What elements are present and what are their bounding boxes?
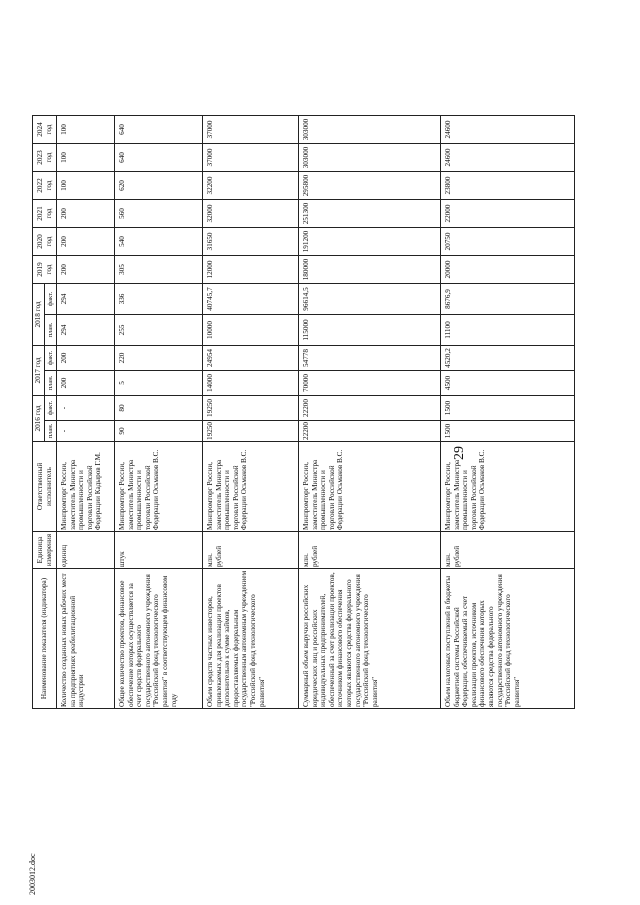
value-cell: 4520,2 bbox=[441, 346, 575, 371]
header-fact: факт. bbox=[45, 284, 57, 315]
value-cell: 37000 bbox=[203, 144, 299, 172]
value-cell: - bbox=[57, 396, 115, 421]
value-cell: 294 bbox=[57, 284, 115, 315]
header-year-2022: 2022 год bbox=[33, 172, 57, 200]
header-fact: факт. bbox=[45, 396, 57, 421]
table-row bbox=[115, 116, 203, 709]
value-cell: 11100 bbox=[441, 315, 575, 346]
value-cell: 200 bbox=[57, 200, 115, 228]
value-cell: 560 bbox=[115, 200, 203, 228]
value-cell: 90 bbox=[115, 421, 203, 442]
responsible-cell: Минпромторг России, заместитель Министра промышленности и торговли Российской Федерации Осьмаков В.С. bbox=[203, 442, 299, 532]
unit-cell: млн. рублей bbox=[203, 532, 299, 569]
table-row bbox=[203, 116, 299, 709]
table-body bbox=[57, 116, 575, 709]
value-cell: 70000 bbox=[299, 371, 441, 396]
header-year-2024: 2024 год bbox=[33, 116, 57, 144]
indicator-cell: Общее количество проектов, финансовое обеспечение которых осуществляется за счет средств федерального государственного автономного учреждения "Российский фонд технологического развития" в соответствующем финансовом году bbox=[115, 569, 203, 709]
header-fact: факт. bbox=[45, 346, 57, 371]
value-cell: 100 bbox=[57, 172, 115, 200]
value-cell: 19250 bbox=[203, 396, 299, 421]
value-cell: 295800 bbox=[299, 172, 441, 200]
header-year-2020: 2020 год bbox=[33, 228, 57, 256]
unit-cell: штук bbox=[115, 532, 203, 569]
value-cell: 20750 bbox=[441, 228, 575, 256]
header-plan: план. bbox=[45, 315, 57, 346]
table-row bbox=[57, 116, 115, 709]
indicator-cell: Объем средств частных инвесторов, привлекаемых для реализации проектов дополнительно к сумме займов, предоставляемых федеральным государственным автономным учреждением "Российский фонд технологического развития" bbox=[203, 569, 299, 709]
value-cell: 1500 bbox=[441, 396, 575, 421]
header-unit: Единица измерения bbox=[33, 532, 57, 569]
value-cell: 19250 bbox=[203, 421, 299, 442]
unit-cell: млн. рублей bbox=[299, 532, 441, 569]
value-cell: 24954 bbox=[203, 346, 299, 371]
value-cell: 540 bbox=[115, 228, 203, 256]
indicator-cell: Объем налоговых поступлений в бюджеты бюджетной системы Российской Федерации, обеспечиваемый за счет реализации проектов, источником финансового обеспечения которых являются средства федерального государственного автономного учреждения "Российский фонд технологического развития" bbox=[441, 569, 575, 709]
value-cell: 100 bbox=[57, 144, 115, 172]
value-cell: 1500 bbox=[441, 421, 575, 442]
indicator-cell: Количество созданных новых рабочих мест на предприятиях реабилитационной индустрии bbox=[57, 569, 115, 709]
header-year-2021: 2021 год bbox=[33, 200, 57, 228]
value-cell: 4500 bbox=[441, 371, 575, 396]
value-cell: 54778 bbox=[299, 346, 441, 371]
page-number: 29 bbox=[452, 446, 467, 460]
value-cell: 191200 bbox=[299, 228, 441, 256]
value-cell: 294 bbox=[57, 315, 115, 346]
header-indicator: Наименование показателя (индикатора) bbox=[33, 569, 57, 709]
value-cell: 303000 bbox=[299, 116, 441, 144]
value-cell: 14000 bbox=[203, 371, 299, 396]
header-year-2019: 2019 год bbox=[33, 256, 57, 284]
value-cell: 80 bbox=[115, 396, 203, 421]
value-cell: 305 bbox=[115, 256, 203, 284]
file-name: 2003012.doc bbox=[28, 853, 37, 895]
table-row bbox=[299, 116, 441, 709]
value-cell: 24600 bbox=[441, 116, 575, 144]
value-cell: 200 bbox=[57, 346, 115, 371]
responsible-cell: Минпромторг России, заместитель Министра промышленности и торговли Российской Федерации Осьмаков В.С. bbox=[115, 442, 203, 532]
value-cell: - bbox=[57, 421, 115, 442]
value-cell: 22200 bbox=[299, 421, 441, 442]
value-cell: 620 bbox=[115, 172, 203, 200]
header-plan: план. bbox=[45, 371, 57, 396]
unit-cell: млн. рублей bbox=[441, 532, 575, 569]
value-cell: 12000 bbox=[203, 256, 299, 284]
responsible-cell: Минпромторг России, заместитель Министра промышленности и торговли Российской Федерации Осьмаков В.С. bbox=[441, 442, 575, 532]
value-cell: 31650 bbox=[203, 228, 299, 256]
value-cell: 220 bbox=[115, 346, 203, 371]
value-cell: 251300 bbox=[299, 200, 441, 228]
value-cell: 24600 bbox=[441, 144, 575, 172]
header-year-2018: 2018 год bbox=[33, 284, 45, 346]
value-cell: 10000 bbox=[203, 315, 299, 346]
value-cell: 8676,9 bbox=[441, 284, 575, 315]
indicator-cell: Суммарный объем выручки российских юридических лиц и российских индивидуальных предпринимателей, обеспеченный за счет реализации проектов, источником финансового обеспечения которых являются средства федерального государственного автономного учреждения "Российский фонд технологического развития" bbox=[299, 569, 441, 709]
value-cell: 200 bbox=[57, 256, 115, 284]
value-cell: 336 bbox=[115, 284, 203, 315]
responsible-cell: Минпромторг России, заместитель Министра промышленности и торговли Российской Федерации Осьмаков В.С. bbox=[299, 442, 441, 532]
value-cell: 40745,7 bbox=[203, 284, 299, 315]
value-cell: 115000 bbox=[299, 315, 441, 346]
unit-cell: единиц bbox=[57, 532, 115, 569]
indicators-table bbox=[32, 115, 575, 709]
value-cell: 255 bbox=[115, 315, 203, 346]
value-cell: 32000 bbox=[203, 200, 299, 228]
responsible-cell: Минпромторг России, заместитель Министра промышленности и торговли Российской Федерации Кадыров Г.М. bbox=[57, 442, 115, 532]
header-responsible: Ответственный исполнитель bbox=[33, 442, 57, 532]
value-cell: 180000 bbox=[299, 256, 441, 284]
header-year-2016: 2016 год bbox=[33, 396, 45, 442]
value-cell: 22000 bbox=[441, 200, 575, 228]
header-plan: план. bbox=[45, 421, 57, 442]
value-cell: 200 bbox=[57, 371, 115, 396]
value-cell: 5 bbox=[115, 371, 203, 396]
table-row bbox=[441, 116, 575, 709]
value-cell: 640 bbox=[115, 144, 203, 172]
value-cell: 32200 bbox=[203, 172, 299, 200]
header-year-2017: 2017 год bbox=[33, 346, 45, 396]
value-cell: 100 bbox=[57, 116, 115, 144]
value-cell: 37000 bbox=[203, 116, 299, 144]
header-year-2023: 2023 год bbox=[33, 144, 57, 172]
value-cell: 22200 bbox=[299, 396, 441, 421]
value-cell: 23800 bbox=[441, 172, 575, 200]
value-cell: 96614,5 bbox=[299, 284, 441, 315]
value-cell: 640 bbox=[115, 116, 203, 144]
value-cell: 303000 bbox=[299, 144, 441, 172]
value-cell: 20000 bbox=[441, 256, 575, 284]
value-cell: 200 bbox=[57, 228, 115, 256]
